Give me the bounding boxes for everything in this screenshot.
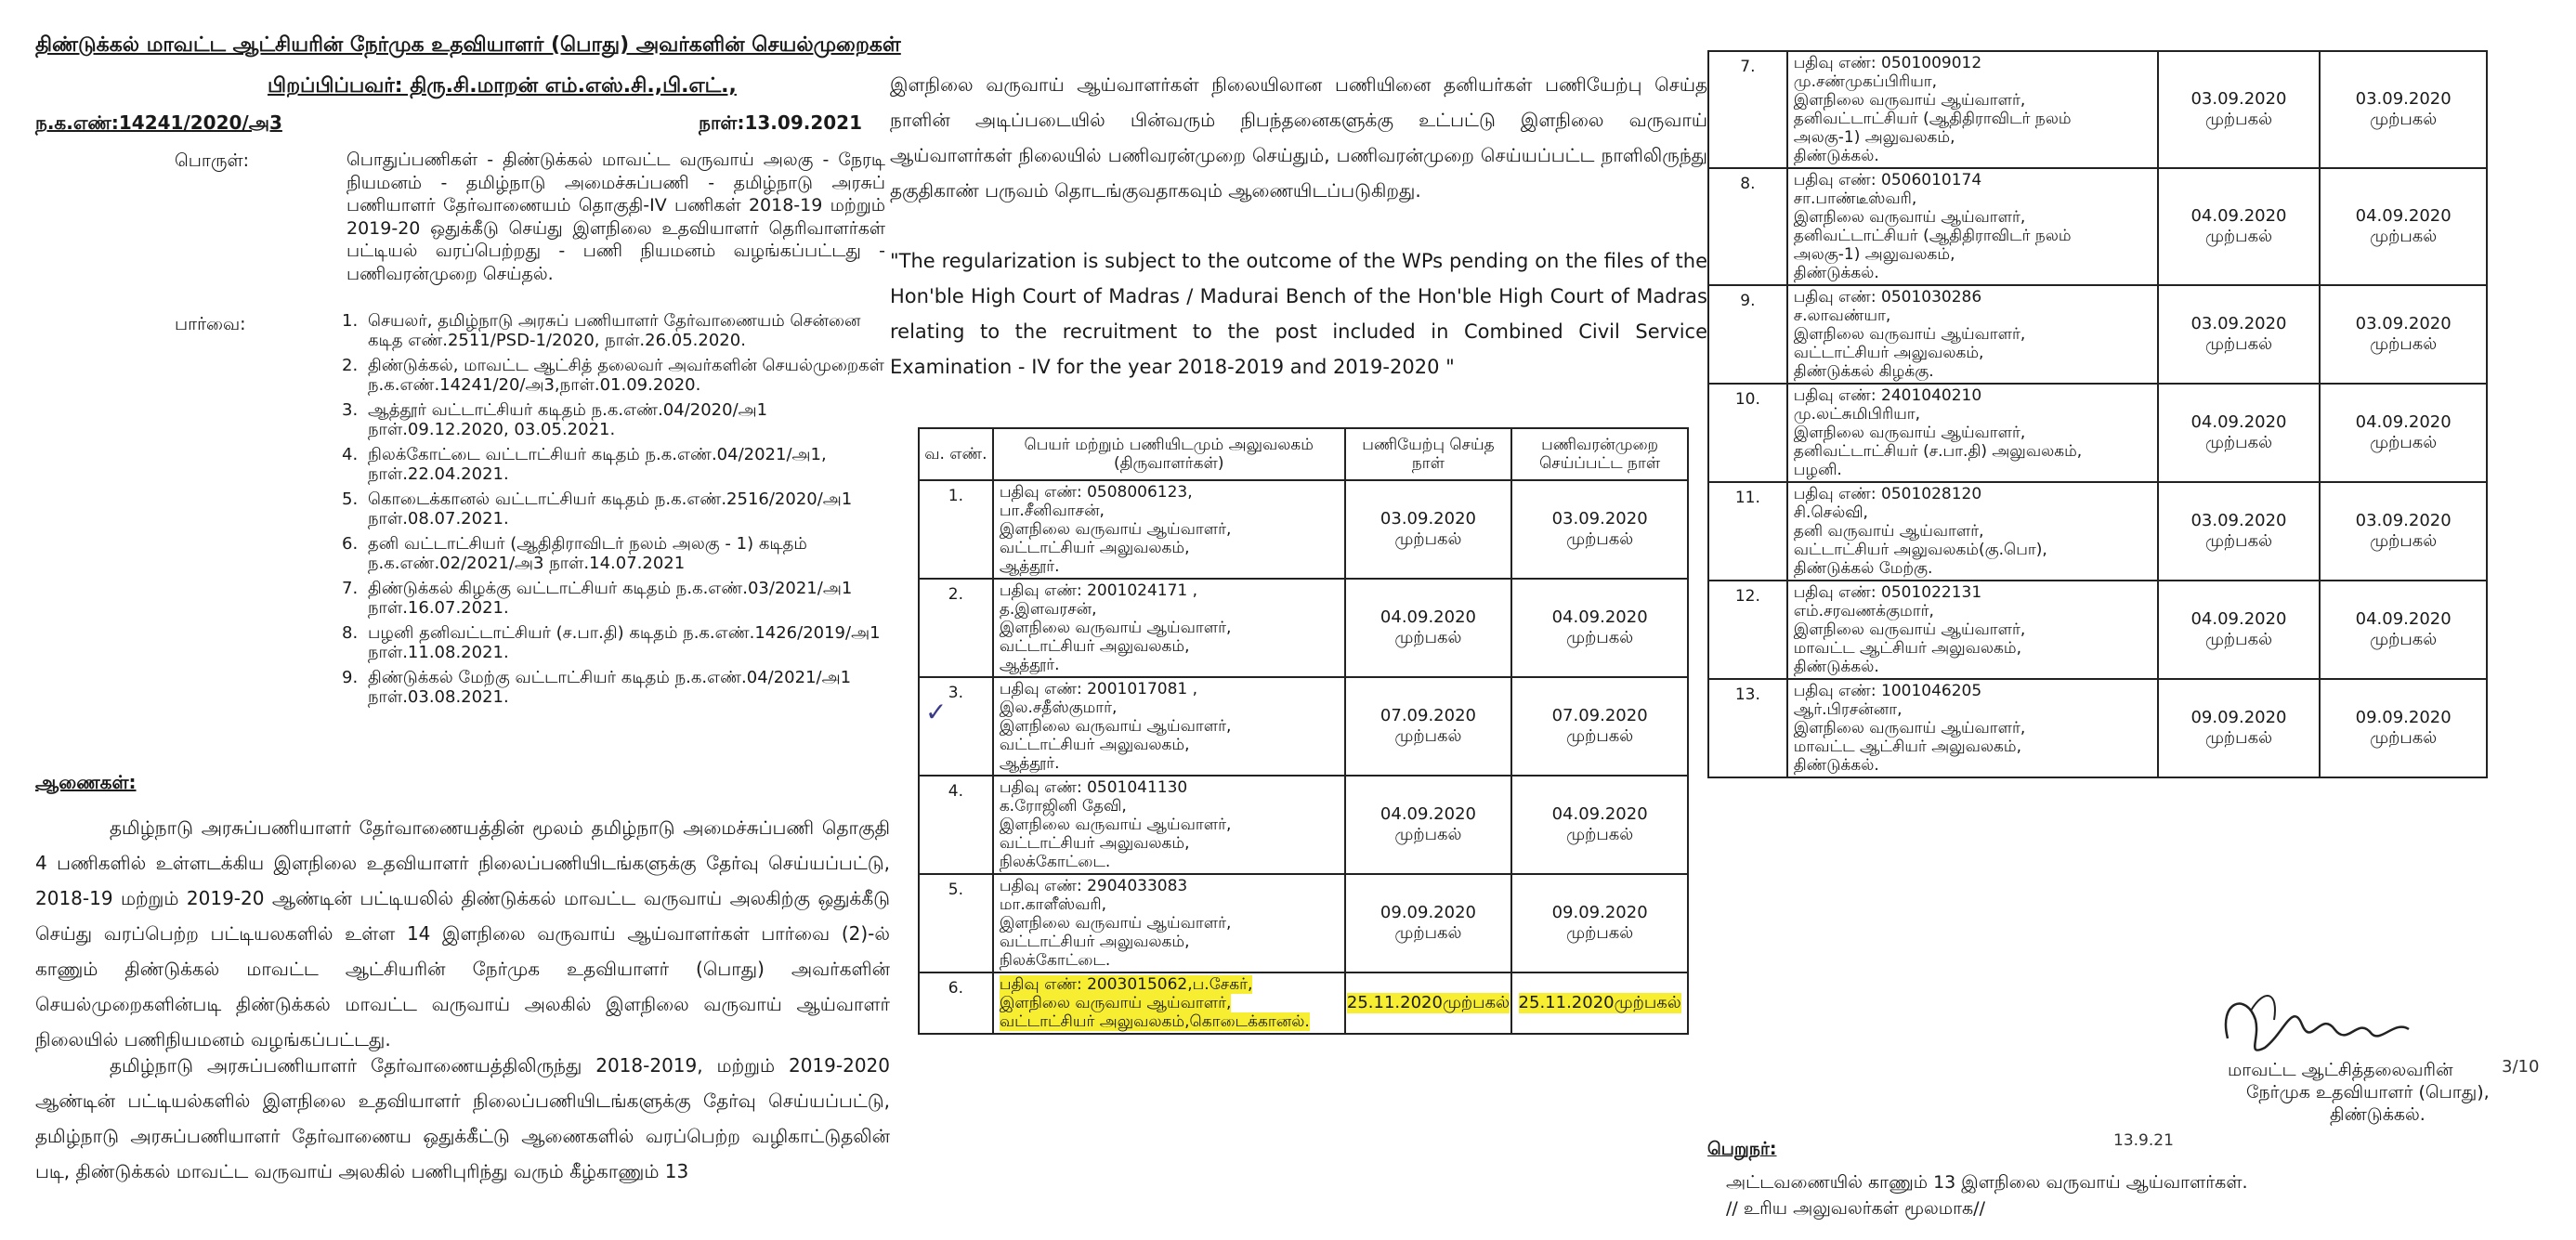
reference-item	[342, 534, 899, 573]
references-label: பார்வை:	[175, 314, 246, 334]
row-detail-line: சி.செல்வி,	[1793, 503, 1868, 522]
row-regularized-date: 09.09.2020	[1551, 903, 1648, 922]
table-row	[919, 677, 1688, 776]
row-detail-line: நிலக்கோட்டை.	[999, 951, 1111, 970]
row-regularized-date: 04.09.2020	[1551, 607, 1648, 627]
row-joined	[2158, 168, 2321, 285]
col-header-regularized: பணிவரன்முறை செய்ப்பட்ட நாள்	[1511, 428, 1688, 480]
row-joined	[1345, 480, 1512, 579]
row-sno: 9.	[1708, 285, 1787, 384]
row-regularized	[1511, 874, 1688, 972]
row-detail-line: வட்டாட்சியர் அலுவலகம்,	[999, 637, 1190, 656]
reference-item	[342, 623, 899, 662]
reference-text: கொடைக்கானல் வட்டாட்சியர் கடிதம் ந.க.எண்.2516/2020/அ1 நாள்.08.07.2021.	[368, 489, 853, 529]
table-row	[919, 776, 1688, 874]
row-detail-line: இளநிலை வருவாய் ஆய்வாளர்,	[1793, 208, 2026, 227]
row-detail-line: திண்டுக்கல்.	[1793, 147, 1879, 165]
row-detail-line: இல.சதீஸ்குமார்,	[999, 698, 1118, 717]
row-joined	[2158, 482, 2321, 581]
row-detail-line: வட்டாட்சியர் அலுவலகம்(கு.பொ),	[1793, 541, 2047, 559]
row-detail-line: இளநிலை வருவாய் ஆய்வாளர்,	[1793, 325, 2026, 344]
row-detail-line: பதிவு எண்: 1001046205	[1793, 682, 1982, 700]
row-details	[1787, 581, 2158, 679]
row-detail-line: வட்டாட்சியர் அலுவலகம்,	[999, 1012, 1190, 1031]
row-detail-line: வட்டாட்சியர் அலுவலகம்,	[999, 736, 1190, 754]
row-regularized	[2320, 168, 2487, 285]
row-joined-session: முற்பகல்	[1442, 993, 1510, 1012]
row-joined	[1345, 972, 1512, 1034]
page-mark: 3/10	[2502, 1057, 2540, 1077]
row-regularized	[1511, 972, 1688, 1034]
row-details	[993, 776, 1345, 874]
issuer-line: பிறப்பிப்பவர்: திரு.சி.மாறன் எம்.எஸ்.சி.,பி.எட்.,	[268, 74, 737, 98]
row-joined-session: முற்பகல்	[2204, 630, 2273, 649]
row-details	[1787, 168, 2158, 285]
reference-number: 9.	[342, 668, 359, 687]
order-date: நாள்:13.09.2021	[699, 111, 862, 134]
row-joined-session: முற்பகல்	[2204, 728, 2273, 748]
row-joined-session: முற்பகல்	[2204, 531, 2273, 551]
row-joined-date: 03.09.2020	[2190, 511, 2287, 530]
row-regularized-date: 03.09.2020	[2355, 89, 2452, 109]
row-regularized-date: 09.09.2020	[2355, 708, 2452, 727]
row-regularized	[2320, 51, 2487, 168]
col-header-joined: பணியேற்பு செய்த நாள்	[1345, 428, 1512, 480]
row-regularized-session: முற்பகல்	[2370, 227, 2438, 246]
reference-number: 1.	[342, 311, 359, 331]
row-joined-date: 07.09.2020	[1380, 706, 1476, 725]
row-detail-line: பதிவு எண்: 2401040210	[1793, 386, 1982, 405]
row-detail-line: ஆர்.பிரசன்னா,	[1793, 700, 1903, 719]
row-joined-date: 09.09.2020	[2190, 708, 2287, 727]
row-joined-session: முற்பகல்	[2204, 334, 2273, 354]
row-regularized-date: 04.09.2020	[2355, 412, 2452, 432]
table-row	[919, 874, 1688, 972]
table-row	[1708, 168, 2487, 285]
row-detail-line: இளநிலை வருவாய் ஆய்வாளர்,	[999, 914, 1232, 933]
row-joined-date: 04.09.2020	[2190, 412, 2287, 432]
signatory-line-1: மாவட்ட ஆட்சித்தலைவரின்	[2228, 1060, 2453, 1080]
row-details	[993, 677, 1345, 776]
row-joined	[2158, 384, 2321, 482]
reference-number: 4.	[342, 445, 359, 464]
reference-number: 2.	[342, 356, 359, 375]
row-regularized-session: முற்பகல்	[2370, 334, 2438, 354]
orders-paragraph-1: தமிழ்நாடு அரசுப்பணியாளர் தேர்வாணையத்தின் மூலம் தமிழ்நாடு அமைச்சுப்பணி தொகுதி 4 பணிகளில் உள்ளடக்கிய இளநிலை உதவியாளர் நிலைப்பணியிடங்களுக்கு தேர்வு செய்யப்பட்டு, 2018-19 மற்றும் 2019-20 ஆண்டின் பட்டியலில் திண்டுக்கல் மாவட்ட வருவாய் அலகிற்கு ஒதுக்கீடு செய்து வரப்பெற்ற பட்டியலகளில் உள்ள 14 இளநிலை வருவாய் ஆய்வாளர்கள் பார்வை (2)-ல் காணும் திண்டுக்கல் மாவட்ட ஆட்சியரின் நேர்முக உதவியாளர் (பொது) அவர்களின் செயல்முறைகளின்படி திண்டுக்கல் மாவட்ட வருவாய் அலகில் இளநிலை வருவாய் ஆய்வாளர் நிலையில் பணிநியமனம் வழங்கப்பட்டது.	[35, 816, 890, 1051]
col-header-name: பெயர் மற்றும் பணியிடமும் அலுவலகம் (திருவாளர்கள்)	[993, 428, 1345, 480]
row-joined-date: 04.09.2020	[2190, 206, 2287, 226]
row-detail-line: பதிவு எண்: 0501028120	[1793, 485, 1982, 503]
row-regularized	[2320, 285, 2487, 384]
row-detail-line: பதிவு எண்: 2003015062,	[999, 975, 1193, 994]
document-title: திண்டுக்கல் மாவட்ட ஆட்சியரின் நேர்முக உதவியாளர் (பொது) அவர்களின் செயல்முறைகள்	[35, 33, 901, 57]
reference-text: செயலர், தமிழ்நாடு அரசுப் பணியாளர் தேர்வாணையம் சென்னை கடித எண்.2511/PSD-1/2020, நாள்.26.05.2020.	[368, 311, 861, 350]
row-detail-line: பதிவு எண்: 0501009012	[1793, 54, 1982, 72]
table-row	[1708, 285, 2487, 384]
row-detail-line: திண்டுக்கல் மேற்கு.	[1793, 559, 1933, 578]
reference-item	[342, 311, 899, 350]
row-details	[993, 874, 1345, 972]
row-regularized-session: முற்பகல்	[2370, 728, 2438, 748]
reference-item	[342, 579, 899, 618]
row-joined-session: முற்பகல்	[2204, 433, 2273, 452]
reference-number: 8.	[342, 623, 359, 643]
appointees-table-part-1	[918, 427, 1689, 1035]
row-details	[993, 579, 1345, 677]
row-regularized-date: 04.09.2020	[1551, 804, 1648, 824]
recipients-label: பெறுநர்:	[1707, 1139, 1777, 1159]
row-joined	[1345, 874, 1512, 972]
row-detail-line: பதிவு எண்: 0501030286	[1793, 288, 1982, 307]
reference-text: ஆத்தூர் வட்டாட்சியர் கடிதம் ந.க.எண்.04/2020/அ1 நாள்.09.12.2020, 03.05.2021.	[368, 400, 768, 439]
row-details	[1787, 51, 2158, 168]
row-regularized	[1511, 579, 1688, 677]
row-sno: 7.	[1708, 51, 1787, 168]
row-joined	[2158, 285, 2321, 384]
row-detail-line: பழனி.	[1793, 461, 1842, 479]
row-sno: 1.	[919, 480, 993, 579]
row-detail-line: பதிவு எண்: 0508006123,	[999, 483, 1193, 502]
row-detail-line: வட்டாட்சியர் அலுவலகம்,	[1793, 344, 1984, 362]
row-joined-date: 25.11.2020	[1346, 993, 1443, 1012]
row-joined-date: 04.09.2020	[1380, 607, 1476, 627]
row-sno: 5.	[919, 874, 993, 972]
row-details	[993, 480, 1345, 579]
table-row	[1708, 482, 2487, 581]
row-regularized-date: 04.09.2020	[2355, 609, 2452, 629]
row-detail-line: ஆத்தூர்.	[999, 656, 1060, 674]
row-joined	[1345, 776, 1512, 874]
row-detail-line: தனிவட்டாட்சியர் (ஆதிதிராவிடர் நலம்	[1793, 110, 2072, 128]
row-regularized-date: 03.09.2020	[2355, 511, 2452, 530]
reference-number: 7.	[342, 579, 359, 598]
row-regularized	[1511, 677, 1688, 776]
table-row	[1708, 679, 2487, 777]
orders-heading: ஆணைகள்:	[35, 771, 137, 793]
reference-text: நிலக்கோட்டை வட்டாட்சியர் கடிதம் ந.க.எண்.04/2021/அ1, நாள்.22.04.2021.	[368, 445, 827, 484]
row-detail-line: பதிவு எண்: 0501041130	[999, 778, 1188, 797]
regularization-condition: "The regularization is subject to the outcome of the WPs pending on the files of the Hon'ble High Court of Madras / Madurai Bench of the Hon'ble High Court of Madras relating to the recruitment to the post included in Combined Civil Service Examination - IV for the year 2018-2019 and 2019-2020 "	[890, 250, 1707, 378]
subject-label: பொருள்:	[175, 150, 250, 171]
row-detail-line: பதிவு எண்: 2904033083	[999, 877, 1188, 895]
row-sno: 12.	[1708, 581, 1787, 679]
row-details	[1787, 482, 2158, 581]
row-detail-line: இளநிலை வருவாய் ஆய்வாளர்,	[999, 816, 1232, 834]
row-joined	[1345, 579, 1512, 677]
row-detail-line: இளநிலை வருவாய் ஆய்வாளர்,	[1793, 620, 2026, 639]
row-joined-session: முற்பகல்	[1394, 825, 1462, 844]
reference-number: ந.க.எண்:14241/2020/அ3	[35, 111, 282, 134]
row-regularized-session: முற்பகல்	[1614, 993, 1681, 1012]
row-detail-line: அலகு-1) அலுவலகம்,	[1793, 128, 1955, 147]
row-joined-date: 03.09.2020	[2190, 89, 2287, 109]
row-regularized-date: 04.09.2020	[2355, 206, 2452, 226]
reference-text: திண்டுக்கல், மாவட்ட ஆட்சித் தலைவர் அவர்களின் செயல்முறைகள் ந.க.எண்.14241/20/அ3,நாள்.01.09.2020.	[368, 356, 884, 395]
row-joined-session: முற்பகல்	[1394, 923, 1462, 943]
table-row	[1708, 51, 2487, 168]
row-sno: 4.	[919, 776, 993, 874]
row-sno: 2.	[919, 579, 993, 677]
row-detail-line: அலகு-1) அலுவலகம்,	[1793, 245, 1955, 264]
row-detail-line: மாவட்ட ஆட்சியர் அலுவலகம்,	[1793, 737, 2021, 756]
row-regularized-session: முற்பகல்	[2370, 531, 2438, 551]
row-joined-date: 09.09.2020	[1380, 903, 1476, 922]
table-row	[1708, 384, 2487, 482]
row-detail-line: இளநிலை வருவாய் ஆய்வாளர்,	[1793, 424, 2026, 442]
row-regularized-date: 03.09.2020	[1551, 509, 1648, 529]
row-detail-line: திண்டுக்கல் கிழக்கு.	[1793, 362, 1934, 381]
row-detail-line: பதிவு எண்: 2001024171 ,	[999, 581, 1198, 600]
row-joined	[1345, 677, 1512, 776]
row-sno: 6.	[919, 972, 993, 1034]
row-detail-line: பதிவு எண்: 2001017081 ,	[999, 680, 1198, 698]
row-sno: 3.	[919, 677, 993, 776]
row-joined-session: முற்பகல்	[1394, 529, 1462, 549]
row-detail-line: பதிவு எண்: 0501022131	[1793, 583, 1982, 602]
row-detail-line: வட்டாட்சியர் அலுவலகம்,	[999, 539, 1190, 557]
row-detail-line: வட்டாட்சியர் அலுவலகம்,	[999, 933, 1190, 951]
row-detail-line: கொடைக்கானல்.	[1189, 1012, 1310, 1031]
table-row	[919, 480, 1688, 579]
row-detail-line: இளநிலை வருவாய் ஆய்வாளர்,	[1793, 719, 2026, 737]
row-joined-session: முற்பகல்	[1394, 726, 1462, 746]
row-detail-line: திண்டுக்கல்.	[1793, 264, 1879, 282]
signature-scribble-icon	[2209, 983, 2432, 1066]
row-joined-session: முற்பகல்	[2204, 110, 2273, 129]
row-detail-line: த.இளவரசன்,	[999, 600, 1097, 619]
row-regularized-date: 25.11.2020	[1518, 993, 1615, 1012]
row-detail-line: தனிவட்டாட்சியர் (ச.பா.தி) அலுவலகம்,	[1793, 442, 2083, 461]
row-regularized	[2320, 482, 2487, 581]
row-regularized	[1511, 776, 1688, 874]
row-detail-line: வட்டாட்சியர் அலுவலகம்,	[999, 834, 1190, 853]
row-joined	[2158, 51, 2321, 168]
row-regularized-session: முற்பகல்	[1566, 529, 1634, 549]
row-sno: 11.	[1708, 482, 1787, 581]
row-detail-line: இளநிலை வருவாய் ஆய்வாளர்,	[999, 619, 1232, 637]
row-joined	[2158, 581, 2321, 679]
row-detail-line: க.ரோஜினி தேவி,	[999, 797, 1127, 816]
row-regularized-session: முற்பகல்	[2370, 110, 2438, 129]
row-detail-line: எம்.சரவணக்குமார்,	[1793, 602, 1934, 620]
row-regularized	[2320, 581, 2487, 679]
orders-paragraph-3: இளநிலை வருவாய் ஆய்வாளர்கள் நிலையிலான பணியினை தனியர்கள் பணியேற்பு செய்த நாளின் அடிப்படையில் பின்வரும் நிபந்தனைகளுக்கு உட்பட்டு இளநிலை வருவாய் ஆய்வாளர்கள் நிலையில் பணிவரன்முறை செய்தும், பணிவரன்முறை செய்யப்பட்ட நாளிலிருந்து தகுதிகாண் பருவம் தொடங்குவதாகவும் ஆணையிடப்படுகிறது.	[890, 73, 1707, 202]
row-regularized-date: 07.09.2020	[1551, 706, 1648, 725]
row-regularized	[2320, 384, 2487, 482]
reference-item	[342, 400, 899, 439]
row-details	[1787, 285, 2158, 384]
references-list	[342, 311, 899, 712]
table-row	[919, 579, 1688, 677]
row-sno: 8.	[1708, 168, 1787, 285]
col-header-sno: வ. எண்.	[919, 428, 993, 480]
check-mark-icon: ✓	[925, 697, 948, 727]
row-detail-line: மா.காளீஸ்வரி,	[999, 895, 1107, 914]
row-regularized-session: முற்பகல்	[2370, 433, 2438, 452]
reference-text: பழனி தனிவட்டாட்சியர் (ச.பா.தி) கடிதம் ந.க.எண்.1426/2019/அ1 நாள்.11.08.2021.	[368, 623, 881, 662]
row-sno: 10.	[1708, 384, 1787, 482]
row-regularized-session: முற்பகல்	[2370, 630, 2438, 649]
reference-item	[342, 356, 899, 395]
row-detail-line: இளநிலை வருவாய் ஆய்வாளர்,	[999, 717, 1232, 736]
signature-block	[2228, 1059, 2490, 1126]
row-detail-line: இளநிலை வருவாய் ஆய்வாளர்,	[1793, 91, 2026, 110]
row-sno: 13.	[1708, 679, 1787, 777]
row-detail-line: மாவட்ட ஆட்சியர் அலுவலகம்,	[1793, 639, 2021, 658]
row-regularized	[2320, 679, 2487, 777]
appointees-table-part-2	[1707, 50, 2488, 778]
reference-text: திண்டுக்கல் கிழக்கு வட்டாட்சியர் கடிதம் ந.க.எண்.03/2021/அ1 நாள்.16.07.2021.	[368, 579, 853, 618]
row-joined-date: 04.09.2020	[2190, 609, 2287, 629]
row-detail-line: சா.பாண்டீஸ்வரி,	[1793, 189, 1917, 208]
row-detail-line: பதிவு எண்: 0506010174	[1793, 171, 1982, 189]
initial-date: 13.9.21	[2113, 1131, 2174, 1150]
row-regularized-date: 03.09.2020	[2355, 314, 2452, 333]
row-regularized-session: முற்பகல்	[1566, 825, 1634, 844]
row-detail-line: ஆத்தூர்.	[999, 557, 1060, 576]
row-detail-line: பா.சீனிவாசன்,	[999, 502, 1105, 520]
row-detail-line: ஆத்தூர்.	[999, 754, 1060, 773]
row-regularized	[1511, 480, 1688, 579]
row-detail-line: ச.லாவண்யா,	[1793, 307, 1891, 325]
row-regularized-session: முற்பகல்	[1566, 726, 1634, 746]
reference-number: 5.	[342, 489, 359, 509]
signatory-line-3: திண்டுக்கல்.	[2330, 1104, 2426, 1125]
table-row	[919, 972, 1688, 1034]
recipients-line-1: அட்டவணையில் காணும் 13 இளநிலை வருவாய் ஆய்வாளர்கள்.	[1726, 1172, 2248, 1193]
row-details	[1787, 679, 2158, 777]
row-detail-line: இளநிலை வருவாய் ஆய்வாளர்,	[999, 520, 1232, 539]
table-row	[1708, 581, 2487, 679]
row-joined-date: 03.09.2020	[1380, 509, 1476, 529]
row-detail-line: மு.சண்முகப்பிரியா,	[1793, 72, 1938, 91]
row-joined-date: 03.09.2020	[2190, 314, 2287, 333]
subject-text: பொதுப்பணிகள் - திண்டுக்கல் மாவட்ட வருவாய் அலகு - நேரடி நியமனம் - தமிழ்நாடு அமைச்சுப்பணி - தமிழ்நாடு அரசுப் பணியாளர் தேர்வாணையம் தொகுதி-IV பணிகள் 2018-19 மற்றும் 2019-20 ஒதுக்கீடு செய்து இளநிலை உதவியாளர் தெரிவாளர்கள் பட்டியல் வரப்பெற்றது - பணி நியமனம் வழங்கப்பட்டது - பணிவரன்முறை செய்தல்.	[347, 150, 885, 284]
reference-item	[342, 489, 899, 529]
signatory-line-2: நேர்முக உதவியாளர் (பொது),	[2246, 1082, 2490, 1103]
row-joined-date: 04.09.2020	[1380, 804, 1476, 824]
recipients-line-2: // உரிய அலுவலர்கள் மூலமாக//	[1726, 1198, 1985, 1219]
row-joined	[2158, 679, 2321, 777]
reference-line	[35, 111, 862, 137]
row-detail-line: நிலக்கோட்டை.	[999, 853, 1111, 871]
row-joined-session: முற்பகல்	[2204, 227, 2273, 246]
row-detail-line: மு.லட்சுமிபிரியா,	[1793, 405, 1921, 424]
reference-number: 3.	[342, 400, 359, 420]
row-detail-line: தனிவட்டாட்சியர் (ஆதிதிராவிடர் நலம்	[1793, 227, 2072, 245]
reference-item	[342, 445, 899, 484]
row-details	[1787, 384, 2158, 482]
row-detail-line: ப.சேகர்,	[1192, 975, 1253, 994]
reference-text: தனி வட்டாட்சியர் (ஆதிதிராவிடர் நலம் அலகு - 1) கடிதம் ந.க.எண்.02/2021/அ3 நாள்.14.07.2021	[368, 534, 807, 573]
row-joined-session: முற்பகல்	[1394, 628, 1462, 647]
row-detail-line: தனி வருவாய் ஆய்வாளர்,	[1793, 522, 1984, 541]
reference-item	[342, 668, 899, 707]
row-regularized-session: முற்பகல்	[1566, 923, 1634, 943]
orders-paragraph-2: தமிழ்நாடு அரசுப்பணியாளர் தேர்வாணையத்திலிருந்து 2018-2019, மற்றும் 2019-2020 ஆண்டின் பட்டியல்களில் இளநிலை உதவியாளர் நிலைப்பணியிடங்களுக்கு தேர்வு செய்யப்பட்டு, தமிழ்நாடு அரசுப்பணியாளர் தேர்வாணைய ஒதுக்கீட்டு ஆணைகளில் வரப்பெற்ற வழிகாட்டுதலின் படி, திண்டுக்கல் மாவட்ட வருவாய் அலகில் பணிபுரிந்து வரும் கீழ்காணும் 13	[35, 1054, 890, 1182]
reference-text: திண்டுக்கல் மேற்கு வட்டாட்சியர் கடிதம் ந.க.எண்.04/2021/அ1 நாள்.03.08.2021.	[368, 668, 852, 707]
reference-number: 6.	[342, 534, 359, 554]
row-details	[993, 972, 1345, 1034]
row-detail-line: திண்டுக்கல்.	[1793, 756, 1879, 775]
row-detail-line: இளநிலை வருவாய் ஆய்வாளர்,	[999, 994, 1232, 1012]
row-regularized-session: முற்பகல்	[1566, 628, 1634, 647]
row-detail-line: திண்டுக்கல்.	[1793, 658, 1879, 676]
